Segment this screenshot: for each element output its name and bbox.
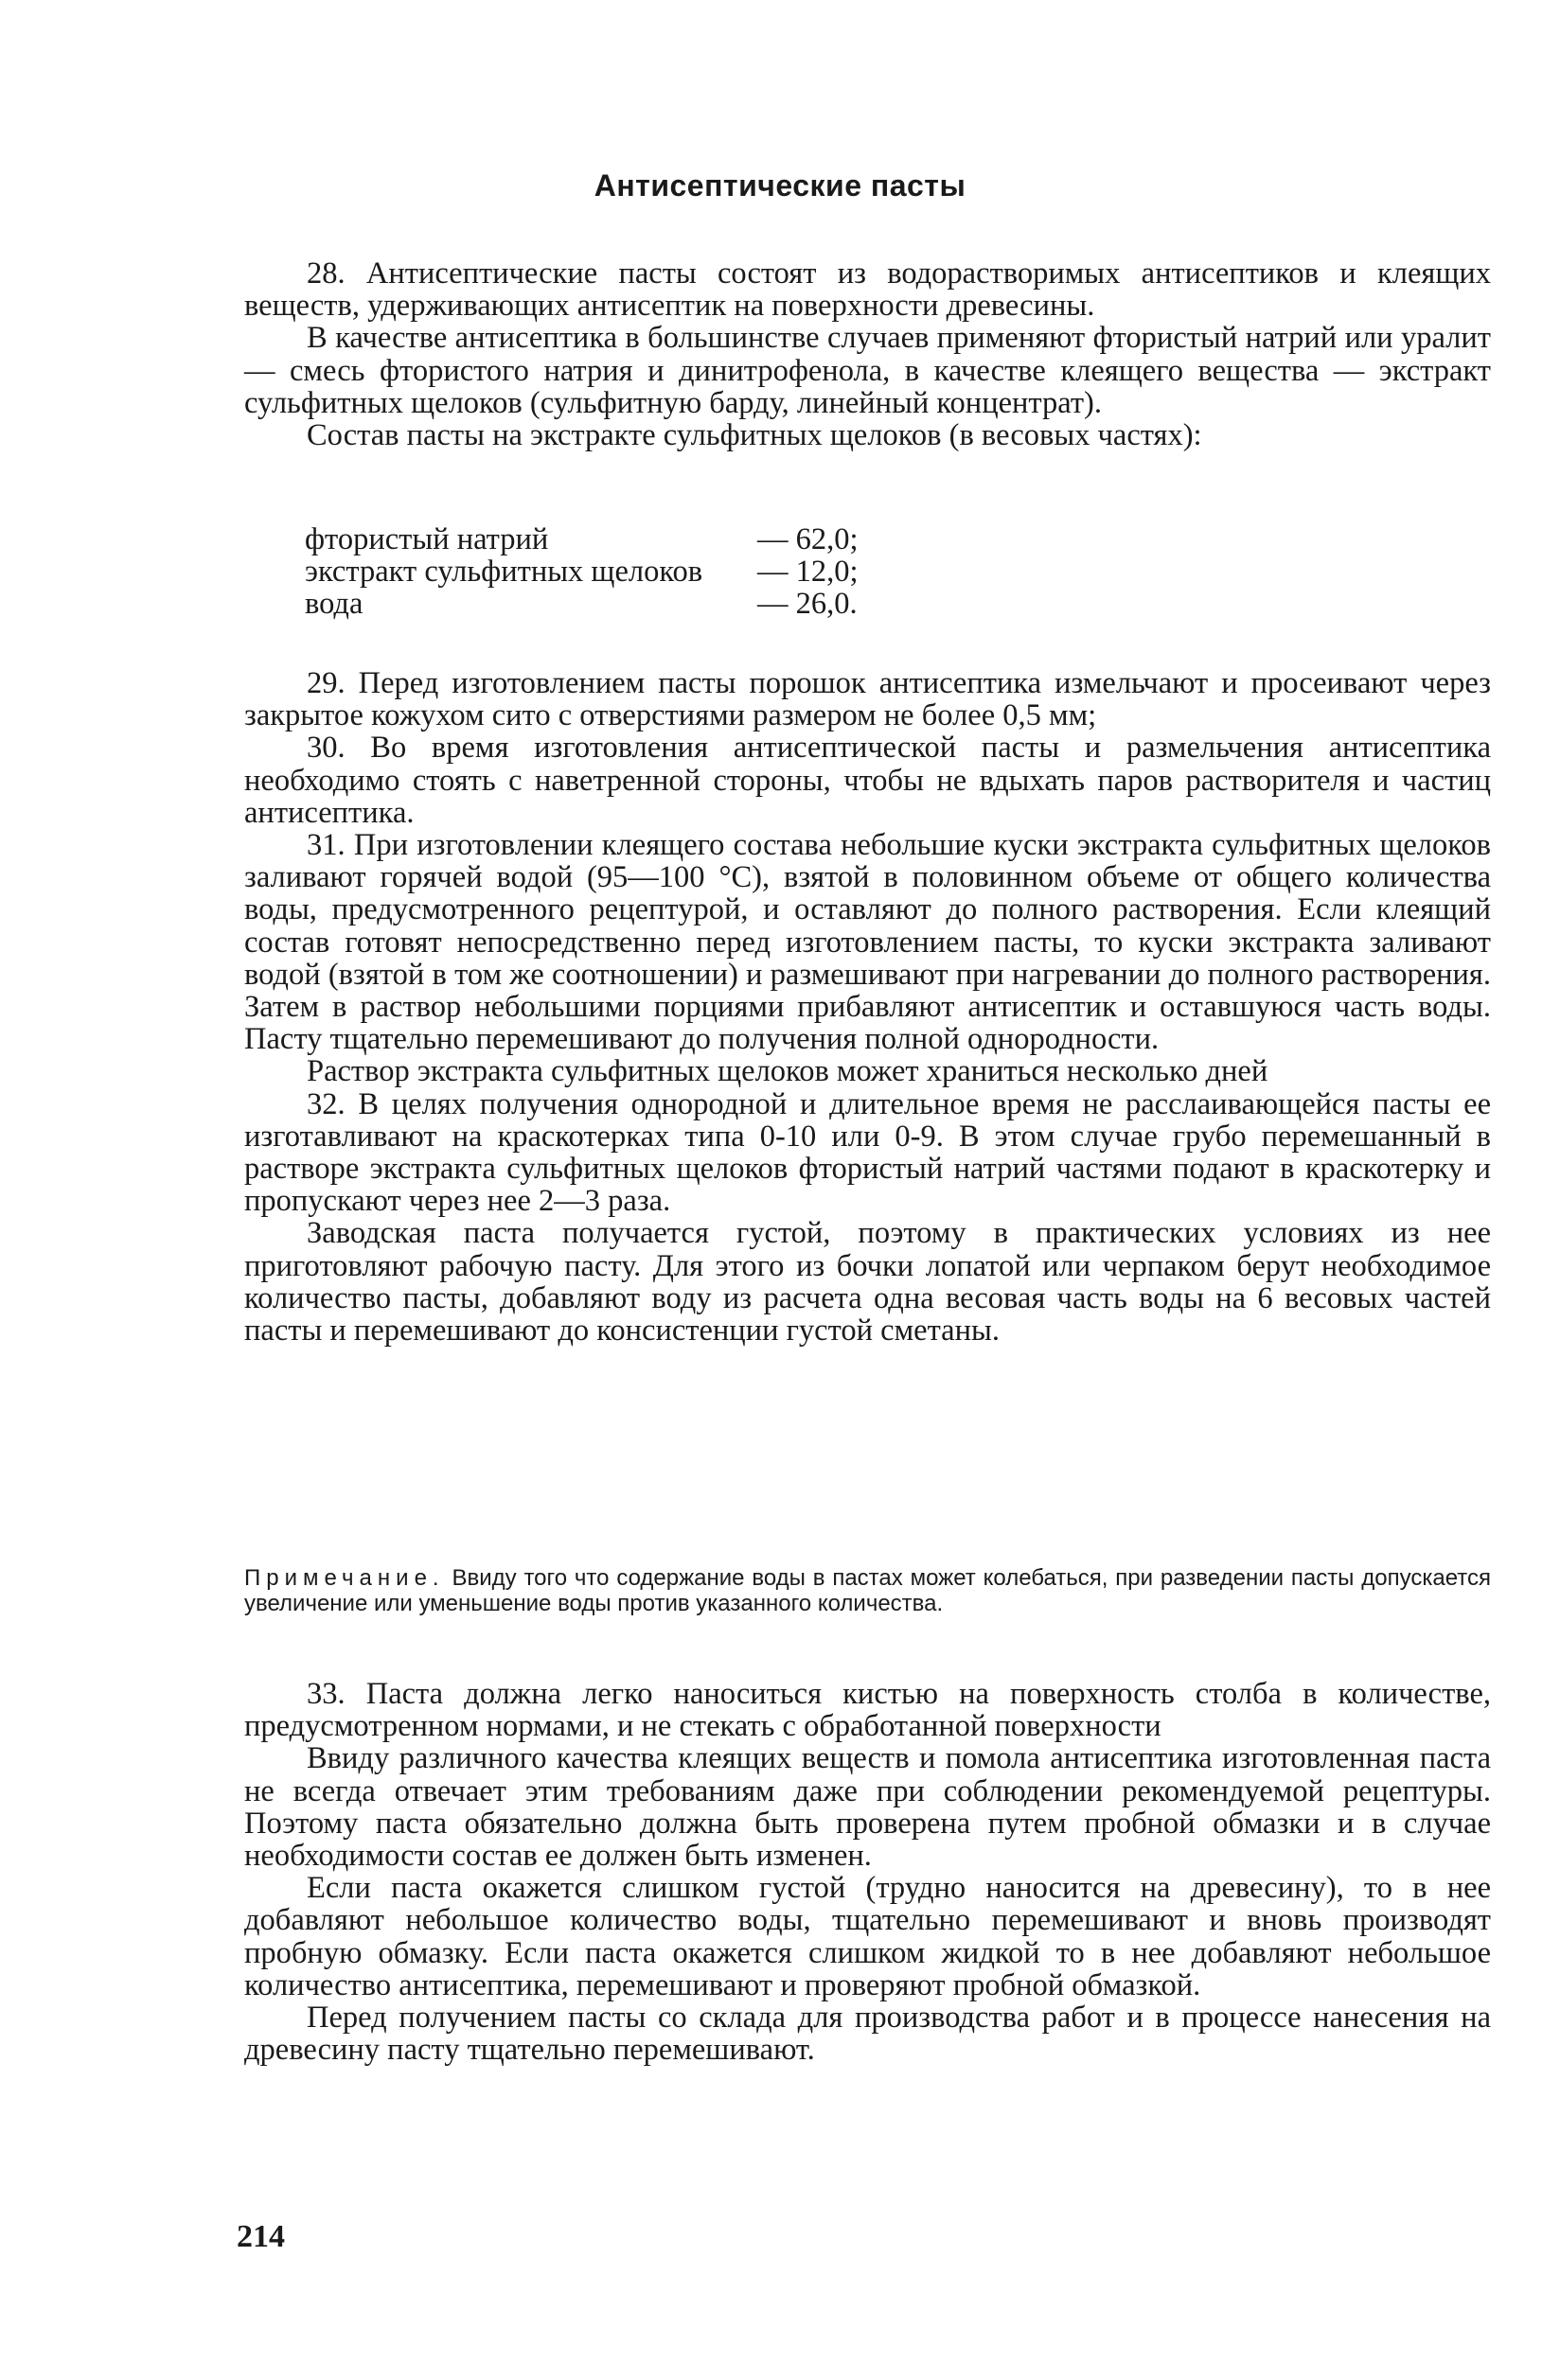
recipe-list — [305, 523, 947, 621]
recipe-row — [305, 555, 947, 588]
recipe-ingredient: фтористый натрий — [305, 522, 549, 556]
recipe-quantity: — 26,0. — [757, 587, 858, 622]
final-block — [244, 1678, 1491, 2066]
paragraph-31-storage: Раствор экстракта сульфитных щелоков может храниться несколько дней — [307, 1054, 1268, 1089]
paragraph-33: 33. Паста должна легко наноситься кистью на поверхность столба в количестве, предусмотренном нормами, и не стекать с обработанной поверхности — [244, 1677, 1491, 1744]
paragraph-29: 29. Перед изготовлением пасты порошок антисептика измельчают и просеивают через закрытое кожухом сито с отверстиями размером не более 0,5 мм; — [244, 666, 1491, 733]
paragraph-33-adjust: Если паста окажется слишком густой (трудно наносится на древесину), то в нее добавляют небольшое количество воды, тщательно перемешивают и вновь производят пробную обмазку. Если паста окажется слишком жидкой то в нее добавляют небольшое количество антисептика, перемешивают и проверяют пробной обмазкой. — [244, 1871, 1491, 2002]
paragraph-28-composition: Состав пасты на экстракте сульфитных щелоков (в весовых частях): — [307, 418, 1202, 453]
paragraph-33-mix: Перед получением пасты со склада для производства работ и в процессе нанесения на древесину пасту тщательно перемешивают. — [244, 2001, 1491, 2068]
note-block — [244, 1566, 1491, 1616]
intro-block — [244, 257, 1491, 451]
page-number: 214 — [237, 2219, 285, 2254]
recipe-row — [305, 523, 947, 555]
paragraph-32: 32. В целях получения однородной и длительное время не расслаивающейся пасты ее изготавливают на краскотерках типа 0-10 или 0-9. В этом случае грубо перемешанный в растворе экстракта сульфитных щелоков фтористый натрий частями подают в краскотерку и пропускают через нее 2—3 раза. — [244, 1086, 1491, 1219]
section-title: Антисептические пасты — [594, 168, 966, 203]
main-block — [244, 667, 1491, 1347]
note-text: Ввиду того что содержание воды в пастах может колебаться, при разведении пасты допускается увеличение или уменьшение воды против указанного количества. — [244, 1565, 1491, 1616]
recipe-ingredient: вода — [305, 587, 363, 622]
paragraph-28: 28. Антисептические пасты состоят из водорастворимых антисептиков и клеящих веществ, удерживающих антисептик на поверхности древесины. — [244, 256, 1491, 324]
paragraph-31: 31. При изготовлении клеящего состава небольшие куски экстракта сульфитных щелоков заливают горячей водой (95—100 °С), взятой в половинном объеме от общего количества воды, предусмотренного рецептурой, и оставляют до полного растворения. Если клеящий состав готовят непосредственно перед изготовлением пасты, то куски экстракта заливают водой (взятой в том же соотношении) и размешивают при нагревании до полного растворения. Затем в раствор небольшими порциями прибавляют антисептик и оставшуюся часть воды. Пасту тщательно перемешивают до получения полной однородности. — [244, 828, 1491, 1057]
note — [244, 1566, 1491, 1616]
recipe-ingredient: экстракт сульфитных щелоков — [305, 555, 703, 590]
note-label: Примечание. — [244, 1565, 445, 1591]
paragraph-28-antiseptic: В качестве антисептика в большинстве случаев применяют фтористый натрий или уралит — смесь фтористого натрия и динитрофенола, в качестве клеящего вещества — экстракт сульфитных щелоков (сульфитную барду, линейный концентрат). — [244, 321, 1491, 420]
paragraph-33-quality: Ввиду различного качества клеящих веществ и помола антисептика изготовленная паста не всегда отвечает этим требованиям даже при соблюдении рекомендуемой рецептуры. Поэтому паста обязательно должна быть проверена путем пробной обмазки и в случае необходимости состав ее должен быть изменен. — [244, 1741, 1491, 1874]
recipe-quantity: — 12,0; — [757, 555, 859, 590]
recipe-row — [305, 588, 947, 620]
recipe-quantity: — 62,0; — [757, 522, 859, 556]
paragraph-32-working-paste: Заводская паста получается густой, поэтому в практических условиях из нее приготовляют рабочую пасту. Для этого из бочки лопатой или черпаком берут необходимое количество пасты, добавляют воду из расчета одна весовая часть воды на 6 весовых частей пасты и перемешивают до консистенции густой сметаны. — [244, 1216, 1491, 1349]
paragraph-30: 30. Во время изготовления антисептической пасты и размельчения антисептика необходимо стоять с наветренной стороны, чтобы не вдыхать паров растворителя и частиц антисептика. — [244, 731, 1491, 830]
